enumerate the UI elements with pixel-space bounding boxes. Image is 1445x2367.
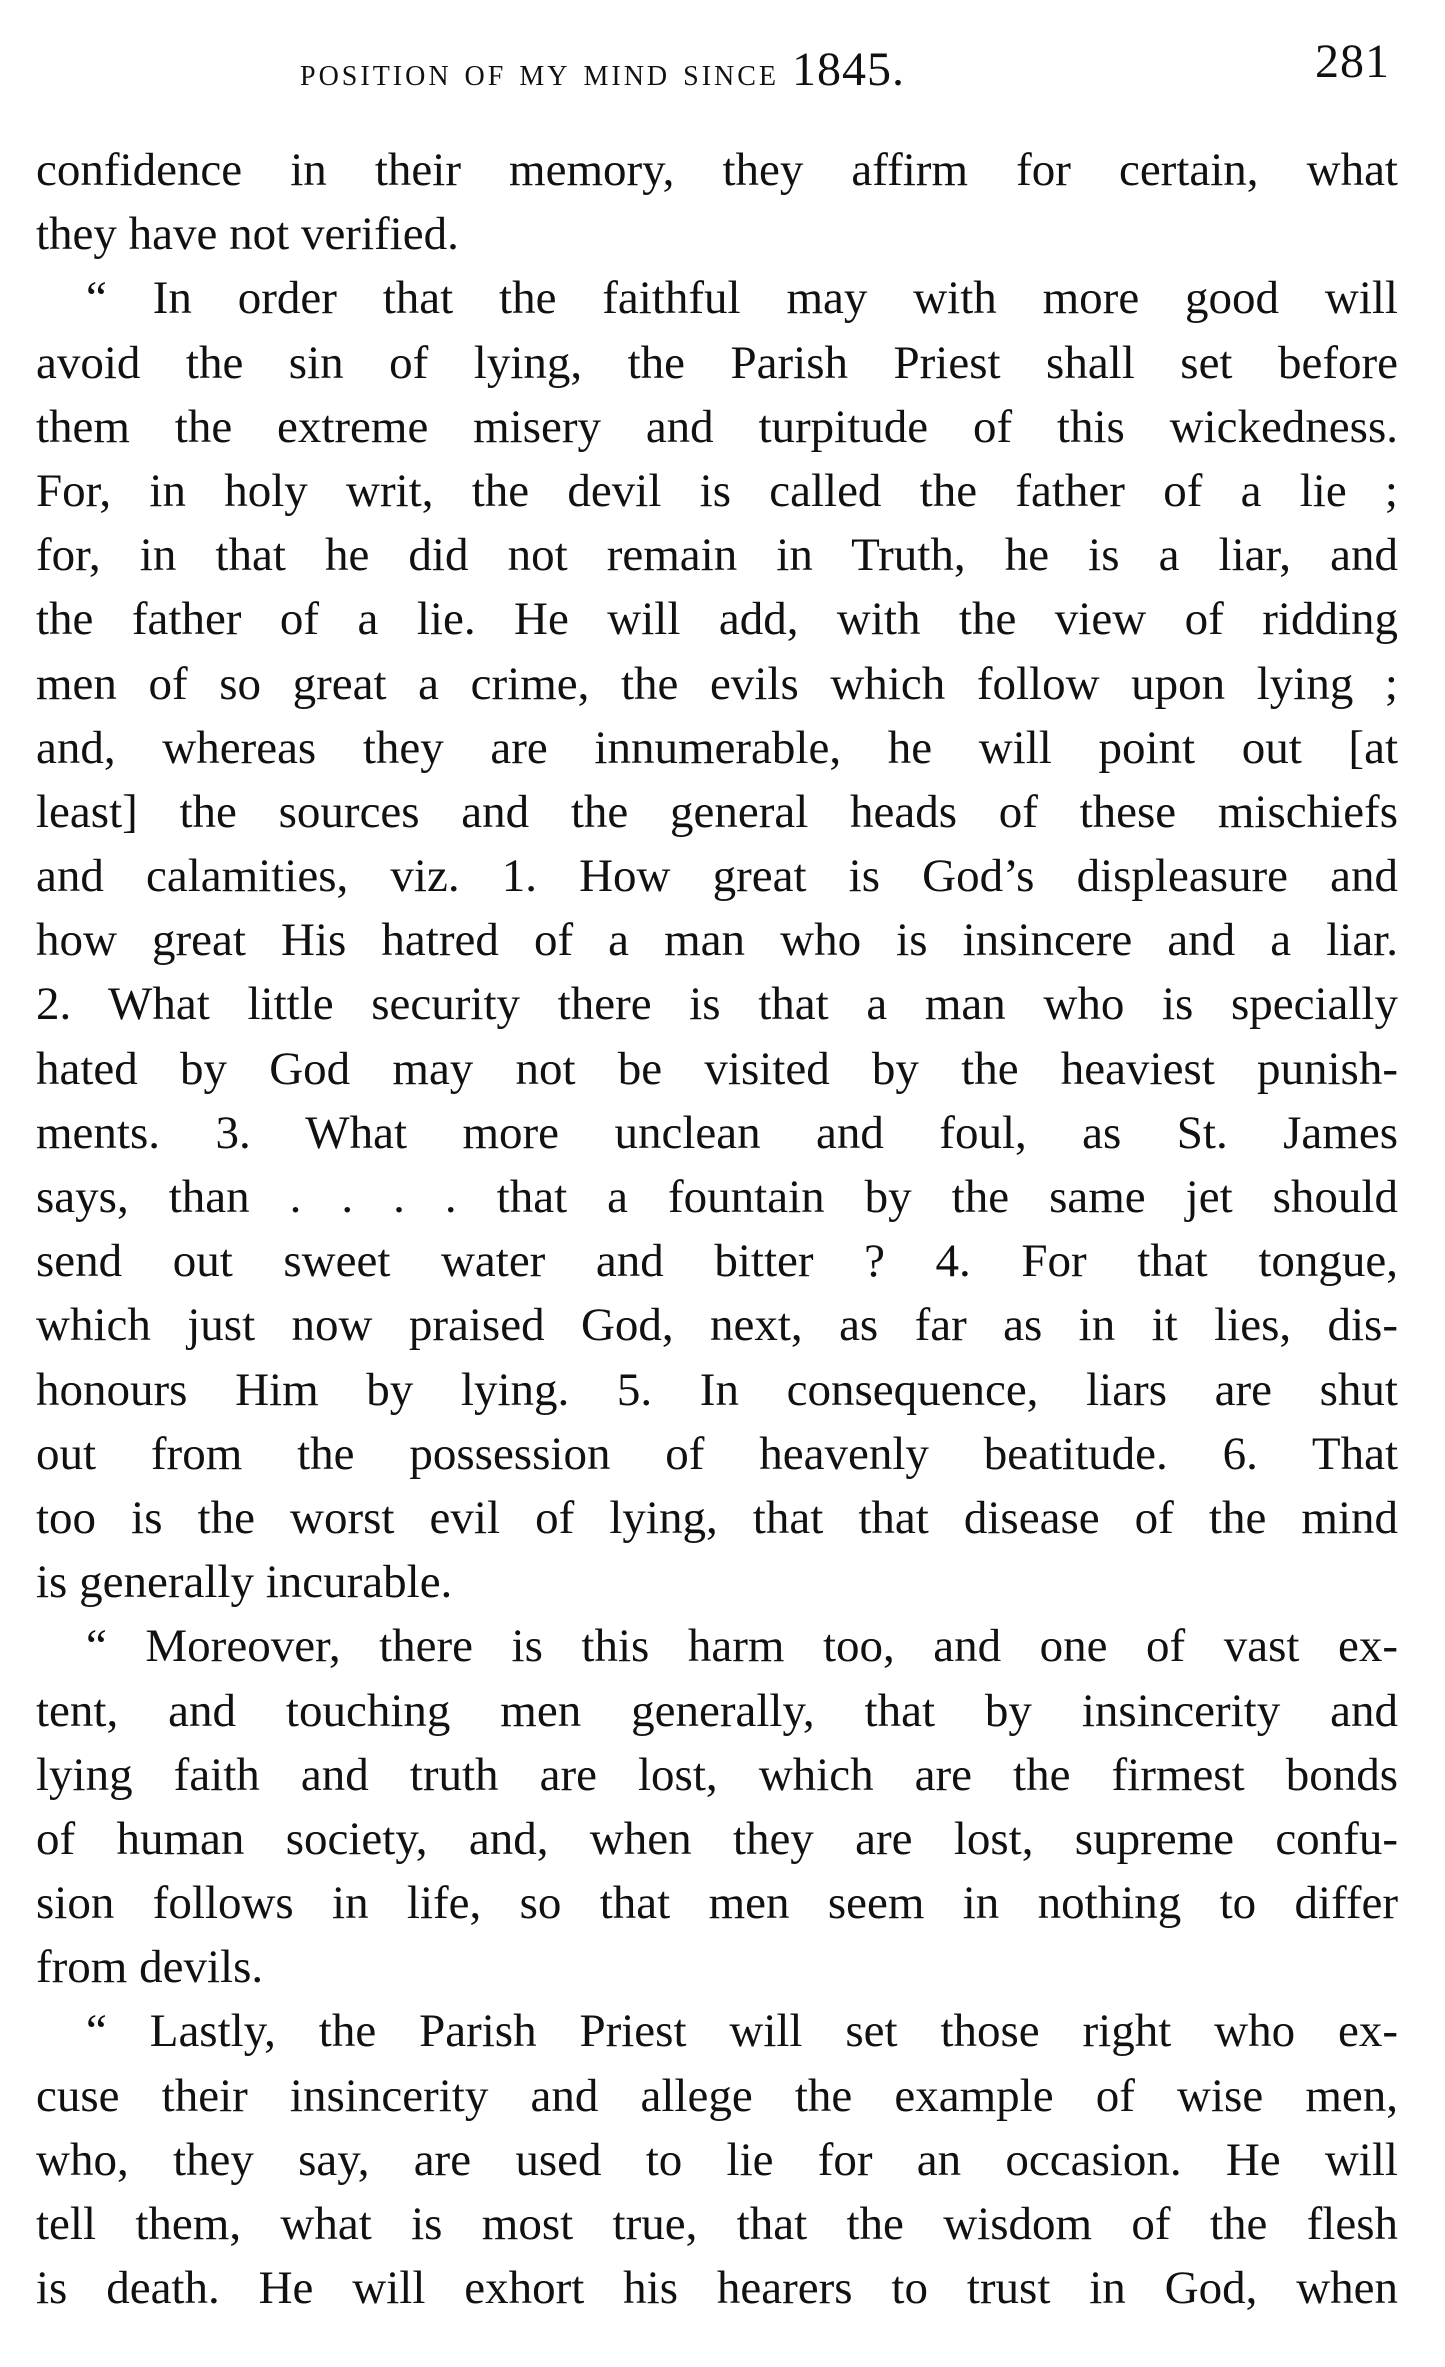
text-line: tell them, what is most true, that the wisdom of the flesh — [36, 2198, 1398, 2250]
paragraph-start-line: “ In order that the faithful may with more good will — [86, 272, 1398, 325]
running-title-text: position of my mind since — [300, 49, 780, 94]
text-line: and, whereas they are innumerable, he will point out [at — [36, 721, 1398, 774]
text-line: men of so great a crime, the evils which follow upon lying ; — [36, 657, 1398, 710]
text-line: send out sweet water and bitter ? 4. For that tongue, — [36, 1235, 1398, 1288]
text-line: of human society, and, when they are lost, supreme confu- — [36, 1812, 1398, 1865]
text-line: sion follows in life, so that men seem in nothing to differ — [36, 1877, 1398, 1930]
text-line: ments. 3. What more unclean and foul, as St. James — [36, 1106, 1398, 1159]
text-line: which just now praised God, next, as far as in it lies, dis- — [36, 1299, 1398, 1352]
text-line: the father of a lie. He will add, with the view of ridding — [36, 593, 1398, 646]
text-line: out from the possession of heavenly beatitude. 6. That — [36, 1427, 1398, 1480]
text-line: and calamities, viz. 1. How great is God’s displeasure and — [36, 850, 1398, 903]
text-line: from devils. — [36, 1941, 264, 1994]
running-title-year: 1845. — [792, 43, 906, 96]
text-line: tent, and touching men generally, that by insincerity and — [36, 1684, 1398, 1737]
text-line: honours Him by lying. 5. In consequence, liars are shut — [36, 1363, 1398, 1416]
running-head — [300, 34, 1390, 94]
text-line: they have not verified. — [36, 208, 459, 261]
text-line: them the extreme misery and turpitude of this wickedness. — [36, 400, 1398, 453]
text-line: 2. What little security there is that a man who is specially — [36, 978, 1398, 1031]
text-line: least] the sources and the general heads of these mischiefs — [36, 785, 1398, 838]
page-number: 281 — [1315, 35, 1390, 88]
text-line: for, in that he did not remain in Truth, he is a liar, and — [36, 529, 1398, 582]
paragraph-start-line: “ Moreover, there is this harm too, and one of vast ex- — [86, 1620, 1398, 1673]
running-title — [300, 42, 905, 97]
text-line: who, they say, are used to lie for an occasion. He will — [36, 2133, 1398, 2186]
text-line: confidence in their memory, they affirm for certain, what — [36, 144, 1398, 196]
paragraph-start-line: “ Lastly, the Parish Priest will set those right who ex- — [86, 2005, 1398, 2058]
text-line: cuse their insincerity and allege the example of wise men, — [36, 2069, 1398, 2122]
text-line: hated by God may not be visited by the heaviest punish- — [36, 1042, 1398, 1095]
text-line: avoid the sin of lying, the Parish Priest shall set before — [36, 336, 1398, 389]
text-line: how great His hatred of a man who is insincere and a liar. — [36, 914, 1398, 967]
text-line: lying faith and truth are lost, which are the firmest bonds — [36, 1748, 1398, 1801]
text-line: too is the worst evil of lying, that that disease of the mind — [36, 1491, 1398, 1544]
text-line: says, than . . . . that a fountain by the same jet should — [36, 1171, 1398, 1223]
body-text — [36, 138, 1398, 2320]
text-line: For, in holy writ, the devil is called the father of a lie ; — [36, 464, 1398, 517]
text-line: is death. He will exhort his hearers to trust in God, when — [36, 2262, 1398, 2315]
text-line: is generally incurable. — [36, 1556, 453, 1609]
